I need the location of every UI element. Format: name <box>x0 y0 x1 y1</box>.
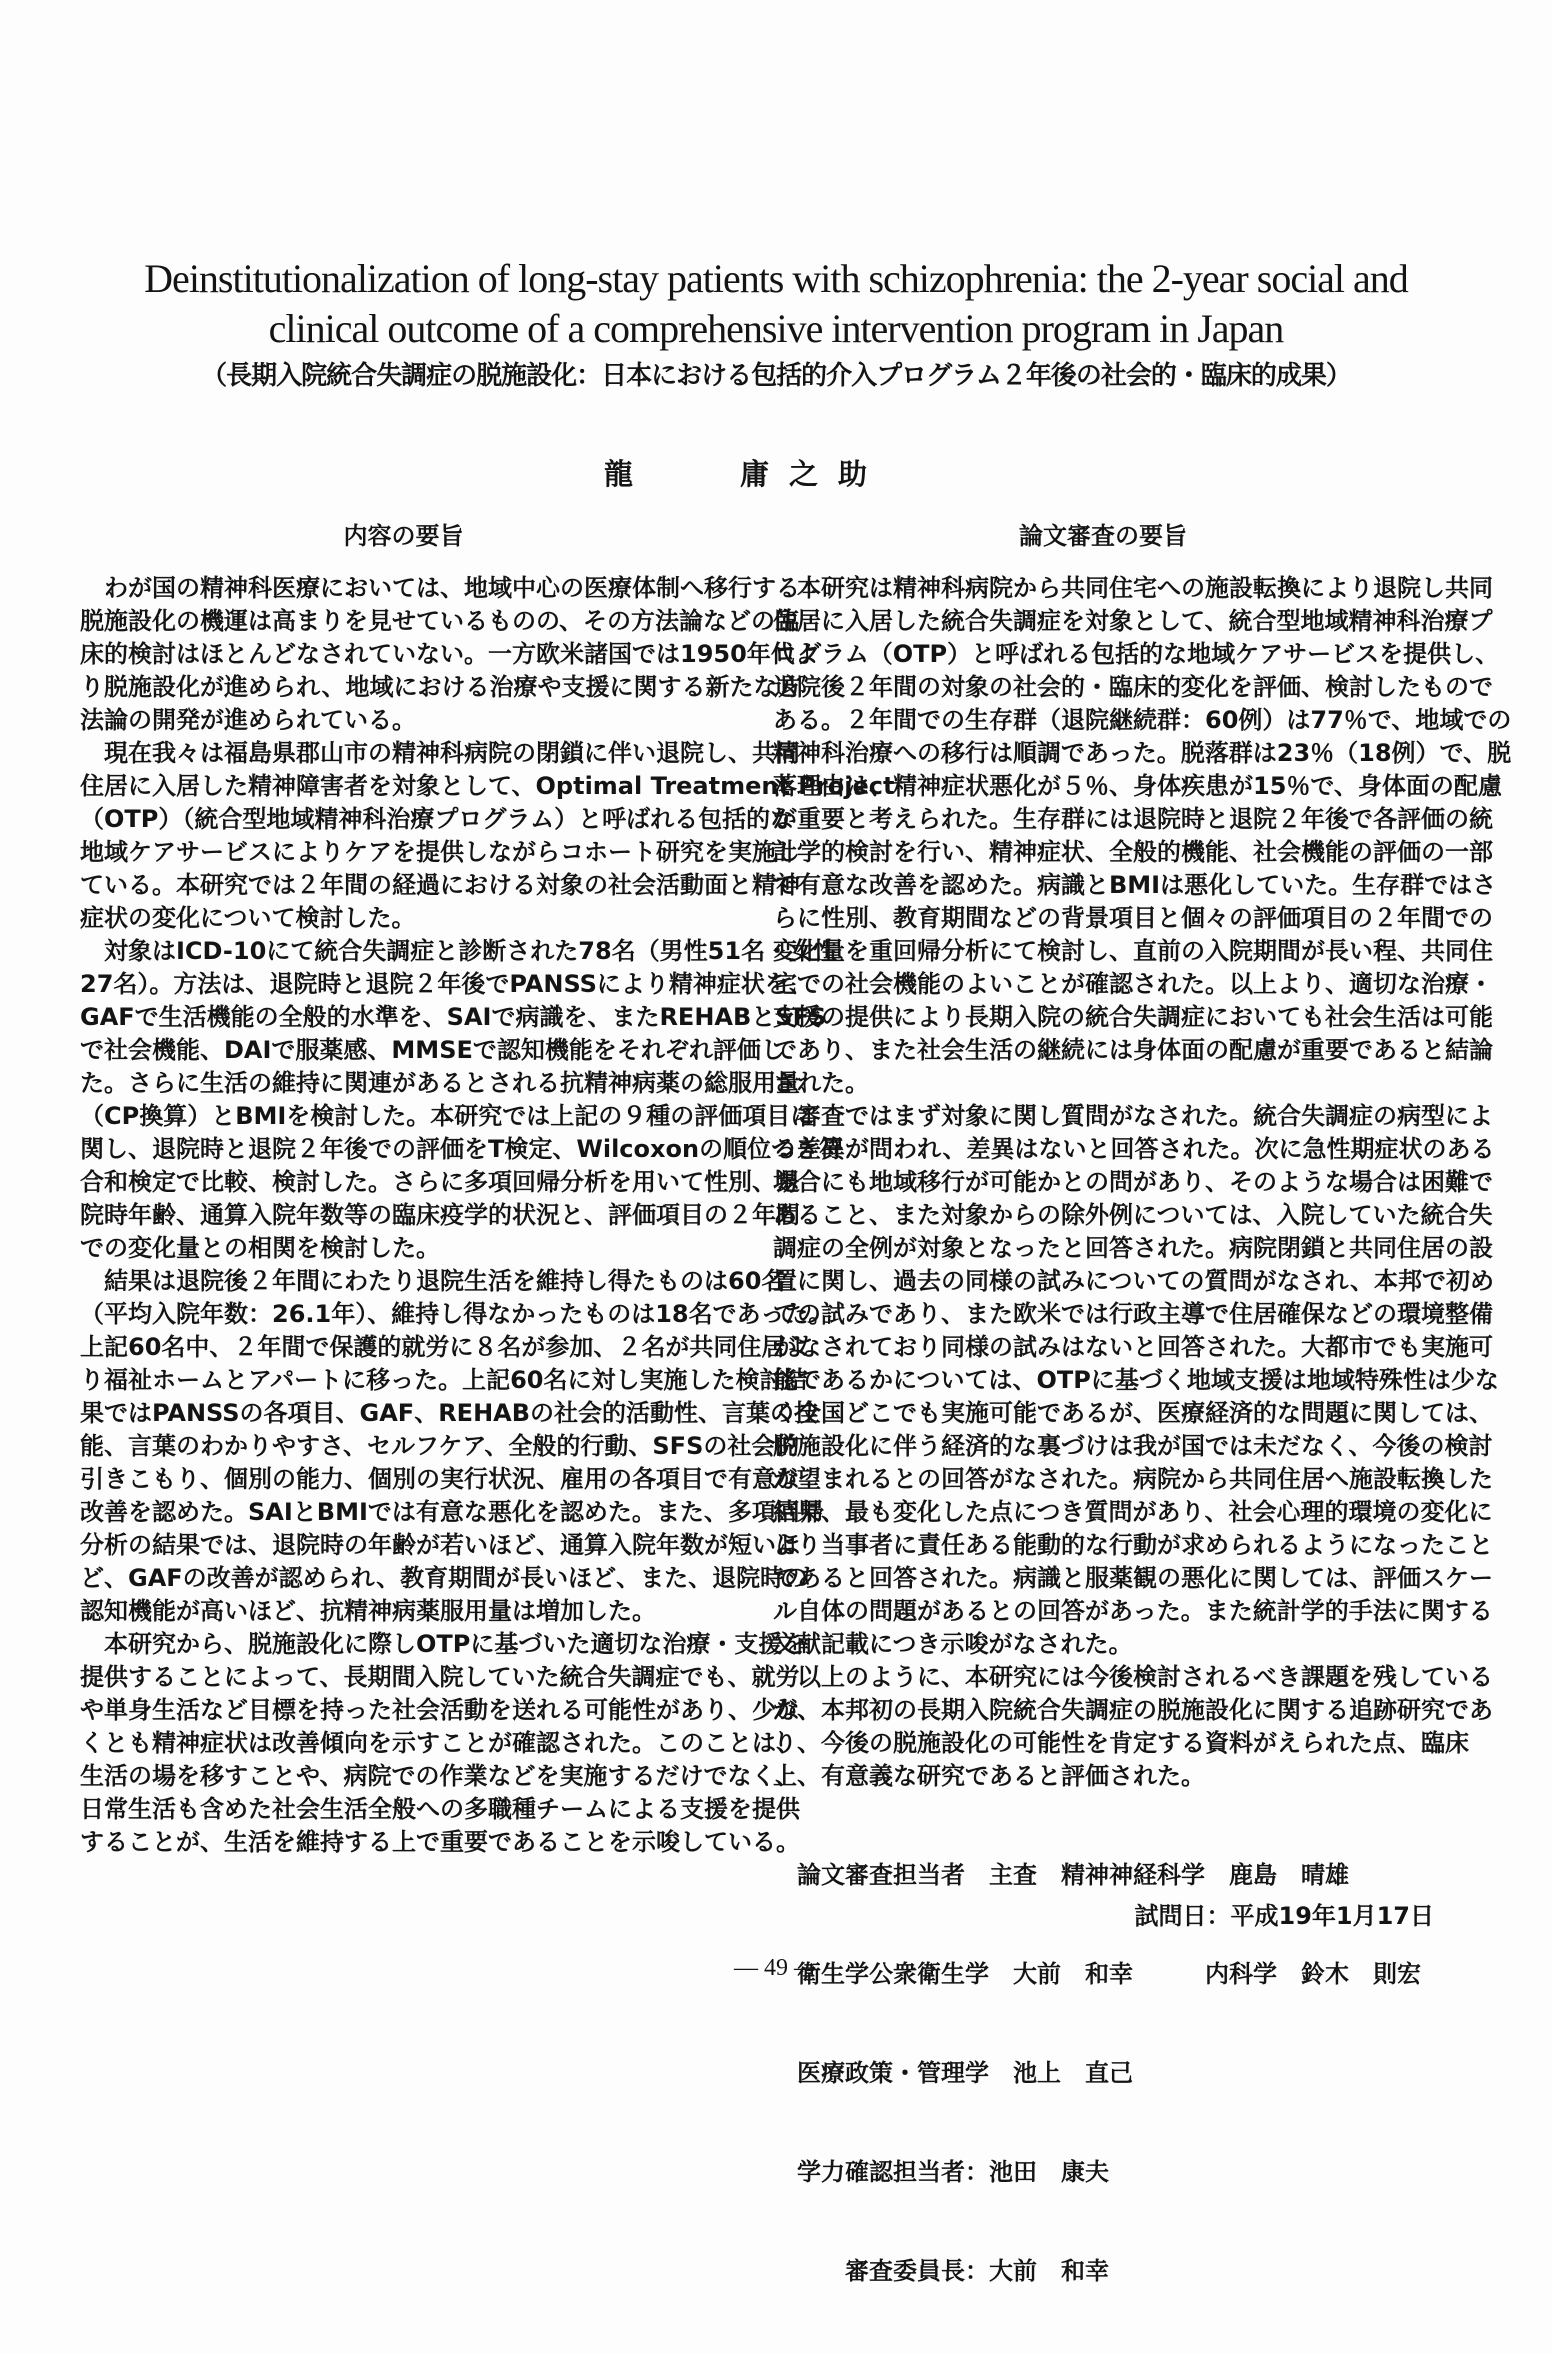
text-line: 審査ではまず対象に関し質問がなされた。統合失調症の病型によ <box>797 1102 1493 1130</box>
review-paragraphs <box>773 572 1512 1793</box>
text-line: 宅での社会機能のよいことが確認された。以上より、適切な治療・ <box>773 970 1493 998</box>
author-surname: 龍 <box>604 457 634 491</box>
text-line: 引きこもり、個別の能力、個別の実行状況、雇用の各項目で有意な <box>80 1465 800 1493</box>
text-line: 認知機能が高いほど、抗精神病薬服用量は増加した。 <box>80 1597 656 1625</box>
committee-line: 学力確認担当者：池田 康夫 <box>797 2158 1109 2186</box>
title-english-line-2: clinical outcome of a comprehensive intervention program in Japan <box>268 306 1284 351</box>
text-line: 現在我々は福島県郡山市の精神科病院の閉鎖に伴い退院し、共同 <box>104 739 800 767</box>
text-line: 合和検定で比較、検討した。さらに多項回帰分析を用いて性別、退 <box>80 1168 800 1196</box>
text-line: 精神科治療への移行は順調であった。脱落群は23％（18例）で、脱 <box>773 739 1512 767</box>
text-line: 置に関し、過去の同様の試みについての質問がなされ、本邦で初め <box>773 1267 1494 1295</box>
text-line: り脱施設化が進められ、地域における治療や支援に関する新たな方 <box>80 673 802 701</box>
paragraph <box>773 572 1512 1100</box>
paragraph <box>773 1661 1493 1793</box>
title-japanese: （長期入院統合失調症の脱施設化：日本における包括的介入プログラム２年後の社会的・臨床的成果） <box>201 361 1351 391</box>
text-line: 脱施設化に伴う経済的な裏づけは我が国では未だなく、今後の検討 <box>773 1432 1493 1460</box>
text-line: 本研究は精神科病院から共同住宅への施設転換により退院し共同 <box>797 574 1493 602</box>
text-line: 脱施設化の機運は高まりを見せているものの、その方法論などの臨 <box>80 607 800 635</box>
text-line: （OTP）（統合型地域精神科治療プログラム）と呼ばれる包括的な <box>80 805 795 833</box>
text-line: 症状の変化について検討した。 <box>80 904 416 932</box>
text-line: が重要と考えられた。生存群には退院時と退院２年後で各評価の統 <box>773 805 1493 833</box>
text-line: 果ではPANSSの各項目、GAF、REHABの社会的活動性、言葉の技 <box>80 1399 819 1427</box>
text-line: 27名）。方法は、退院時と退院２年後でPANSSにより精神症状を、 <box>80 970 813 998</box>
text-line: された。 <box>773 1069 869 1097</box>
text-line: 住居に入居した精神障害者を対象として、Optimal Treatment Project <box>80 772 895 800</box>
paragraph <box>80 1265 833 1628</box>
text-line: 調症の全例が対象となったと回答された。病院閉鎖と共同住居の設 <box>773 1234 1493 1262</box>
review-heading: 論文審査の要旨 <box>1019 522 1187 550</box>
text-line: （平均入院年数：26.1年）、維持し得なかったものは18名であった。 <box>80 1300 833 1328</box>
paragraph <box>80 572 819 737</box>
text-line: 提供することによって、長期間入院していた統合失調症でも、就労 <box>80 1663 800 1691</box>
text-line: がなされており同様の試みはないと回答された。大都市でも実施可 <box>773 1333 1493 1361</box>
text-line: ている。本研究では２年間の経過における対象の社会活動面と精神 <box>80 871 800 899</box>
text-line: ての試みであり、また欧米では行政主導で住居確保などの環境整備 <box>773 1300 1493 1328</box>
text-line: 結果は退院後２年間にわたり退院生活を維持し得たものは60名 <box>104 1267 786 1295</box>
text-line: 本研究から、脱施設化に際しOTPに基づいた適切な治療・支援を <box>104 1630 807 1658</box>
author-given-name: 庸之助 <box>740 457 888 491</box>
text-line: ログラム（OTP）と呼ばれる包括的な地域ケアサービスを提供し、 <box>773 640 1500 668</box>
committee-line: 医療政策・管理学 池上 直己 <box>797 2059 1133 2087</box>
text-line: 退院後２年間の対象の社会的・臨床的変化を評価、検討したもので <box>773 673 1493 701</box>
text-line: 日常生活も含めた社会生活全般への多職種チームによる支援を提供 <box>80 1795 800 1823</box>
text-line: 結果、最も変化した点につき質問があり、社会心理的環境の変化に <box>773 1498 1493 1526</box>
text-line: や単身生活など目標を持った社会活動を送れる可能性があり、少な <box>80 1696 800 1724</box>
committee-line: 衛生学公衆衛生学 大前 和幸 内科学 鈴木 則宏 <box>797 1960 1421 1988</box>
text-line: より当事者に責任ある能動的な行動が求められるようになったこと <box>773 1531 1493 1559</box>
review-column <box>773 572 1512 2354</box>
text-line: り福祉ホームとアパートに移った。上記60名に対し実施した検討結 <box>80 1366 808 1394</box>
text-line: が望まれるとの回答がなされた。病院から共同住居へ施設転換した <box>773 1465 1493 1493</box>
text-line: （CP換算）とBMIを検討した。本研究では上記の９種の評価項目に <box>80 1102 815 1130</box>
text-line: 計学的検討を行い、精神症状、全般的機能、社会機能の評価の一部 <box>773 838 1493 866</box>
text-line: で社会機能、DAIで服薬感、MMSEで認知機能をそれぞれ評価し <box>80 1036 785 1064</box>
page-number: — 49 — <box>734 1955 818 1981</box>
text-line: 変化量を重回帰分析にて検討し、直前の入院期間が長い程、共同住 <box>773 937 1493 965</box>
text-line: GAFで生活機能の全般的水準を、SAIで病識を、またREHABとSFS <box>80 1003 827 1031</box>
text-line: 院時年齢、通算入院年数等の臨床疫学的状況と、評価項目の２年間 <box>80 1201 800 1229</box>
text-line: 地域ケアサービスによりケアを提供しながらコホート研究を実施し <box>80 838 800 866</box>
text-line: くとも精神症状は改善傾向を示すことが確認された。このことは、 <box>80 1729 800 1757</box>
paragraph <box>80 1628 807 1859</box>
text-line: わが国の精神科医療においては、地域中心の医療体制へ移行する <box>104 574 800 602</box>
text-line: た。さらに生活の維持に関連があるとされる抗精神病薬の総服用量 <box>80 1069 800 1097</box>
text-line: であると回答された。病識と服薬観の悪化に関しては、評価スケー <box>773 1564 1493 1592</box>
text-line: 関し、退院時と退院２年後での評価をT検定、Wilcoxonの順位つき符 <box>80 1135 844 1163</box>
text-line: であり、また社会生活の継続には身体面の配慮が重要であると結論 <box>773 1036 1493 1064</box>
text-line: 文献記載につき示唆がなされた。 <box>773 1630 1133 1658</box>
text-line: 床的検討はほとんどなされていない。一方欧米諸国では1950年代よ <box>80 640 819 668</box>
text-line: 上、有意義な研究であると評価された。 <box>773 1762 1205 1790</box>
paragraph <box>773 1100 1499 1661</box>
paragraph <box>80 935 844 1265</box>
text-line: り、今後の脱施設化の可能性を肯定する資料がえられた点、臨床 <box>773 1729 1469 1757</box>
text-line: 分析の結果では、退院時の年齢が若いほど、通算入院年数が短いほ <box>80 1531 800 1559</box>
abstract-heading: 内容の要旨 <box>343 522 464 550</box>
text-line: あること、また対象からの除外例については、入院していた統合失 <box>773 1201 1493 1229</box>
text-line: 住居に入居した統合失調症を対象として、統合型地域精神科治療プ <box>773 607 1493 635</box>
paragraph <box>80 737 895 935</box>
committee-line: 審査委員長：大前 和幸 <box>845 2257 1109 2285</box>
text-line: 生活の場を移すことや、病院での作業などを実施するだけでなく、 <box>80 1762 800 1790</box>
committee-line: 論文審査担当者 主査 精神神経科学 鹿島 晴雄 <box>797 1861 1349 1889</box>
text-line: ある。２年間での生存群（退院継続群：60例）は77％で、地域での <box>773 706 1512 734</box>
text-line: 落理由は、精神症状悪化が５％、身体疾患が15％で、身体面の配慮 <box>773 772 1502 800</box>
text-line: で有意な改善を認めた。病識とBMIは悪化していた。生存群ではさ <box>773 871 1497 899</box>
text-line: することが、生活を維持する上で重要であることを示唆している。 <box>80 1828 800 1856</box>
text-line: 法論の開発が進められている。 <box>80 706 416 734</box>
text-line: 場合にも地域移行が可能かとの問があり、そのような場合は困難で <box>773 1168 1493 1196</box>
text-line: らに性別、教育期間などの背景項目と個々の評価項目の２年間での <box>773 904 1493 932</box>
committee-list <box>773 1793 1433 2354</box>
text-line: 対象はICD-10にて統合失調症と診断された78名（男性51名・女性 <box>104 937 838 965</box>
text-line: が、本邦初の長期入院統合失調症の脱施設化に関する追跡研究であ <box>773 1696 1493 1724</box>
text-line: 以上のように、本研究には今後検討されるべき課題を残している <box>797 1663 1493 1691</box>
text-line: 改善を認めた。SAIとBMIでは有意な悪化を認めた。また、多項回帰 <box>80 1498 824 1526</box>
text-line: る差異が問われ、差異はないと回答された。次に急性期症状のある <box>773 1135 1495 1163</box>
text-line: での変化量との相関を検討した。 <box>80 1234 440 1262</box>
text-line: ど、GAFの改善が認められ、教育期間が長いほど、また、退院時の <box>80 1564 809 1592</box>
text-line: 支援の提供により長期入院の統合失調症においても社会生活は可能 <box>773 1003 1493 1031</box>
title-english-line-1: Deinstitutionalization of long-stay patients with schizophrenia: the 2-year social and <box>144 256 1408 301</box>
text-line: 上記60名中、２年間で保護的就労に８名が参加、２名が共同住居よ <box>80 1333 810 1361</box>
text-line: ル自体の問題があるとの回答があった。また統計学的手法に関する <box>773 1597 1493 1625</box>
text-line: く全国どこでも実施可能であるが、医療経済的な問題に関しては、 <box>773 1399 1493 1427</box>
text-line: 能であるかについては、OTPに基づく地域支援は地域特殊性は少な <box>773 1366 1499 1394</box>
text-line: 能、言葉のわかりやすさ、セルフケア、全般的行動、SFSの社会的 <box>80 1432 800 1460</box>
exam-date: 試問日：平成19年1月17日 <box>1134 1902 1434 1930</box>
abstract-column <box>80 572 895 1859</box>
